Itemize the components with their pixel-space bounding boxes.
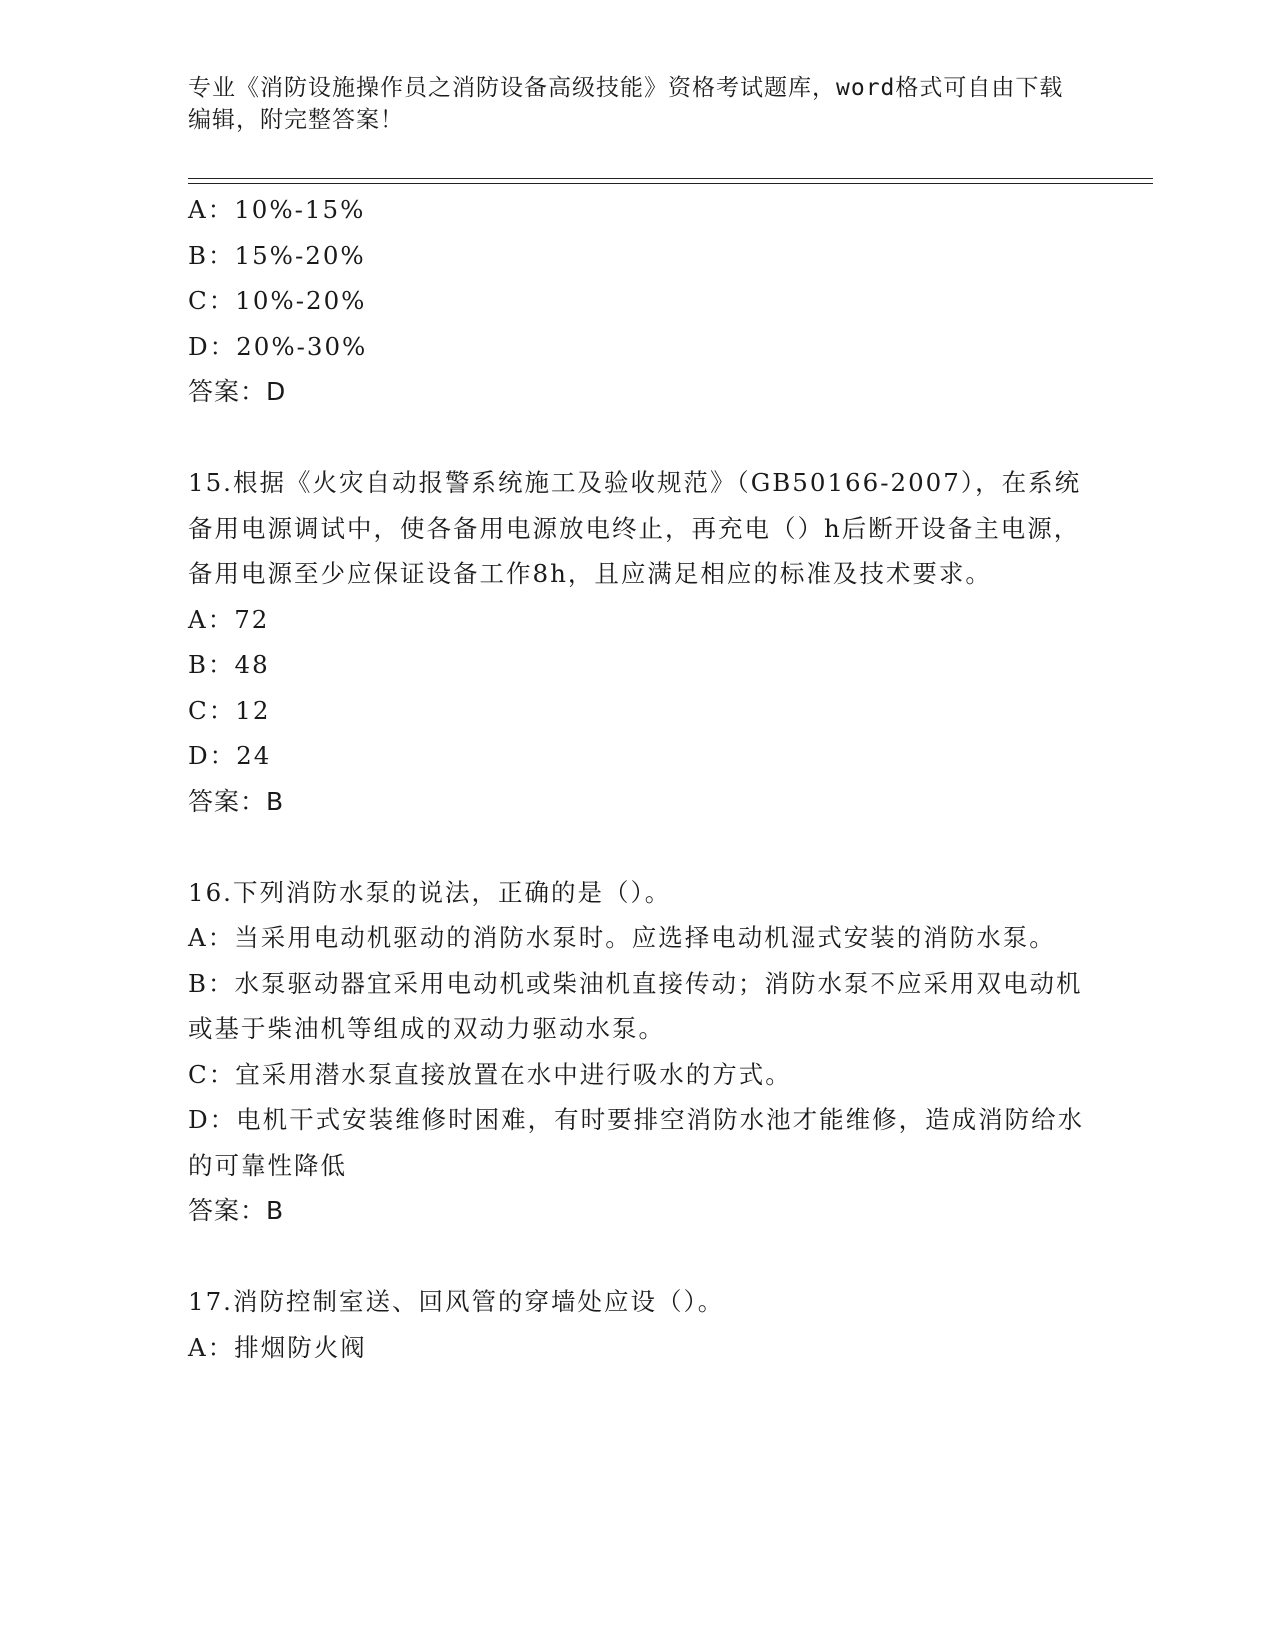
question-text: 16.下列消防水泵的说法，正确的是（）。 <box>188 877 672 907</box>
answer: 答案：B <box>188 786 285 816</box>
question-list <box>188 187 1088 1370</box>
option-a: A：72 <box>188 604 270 634</box>
option-c: C：12 <box>188 695 271 725</box>
option-c: C：10%-20% <box>188 286 367 315</box>
header-divider-top <box>188 178 1153 179</box>
option-b: B：48 <box>188 650 270 679</box>
option-d: D：电机干式安装维修时困难，有时要排空消防水池才能维修，造成消防给水的可靠性降低 <box>188 1105 1085 1180</box>
option-b: B：15%-20% <box>188 240 366 270</box>
answer: 答案：B <box>188 1196 285 1225</box>
option-d: D：24 <box>188 741 272 770</box>
question-text: 17.消防控制室送、回风管的穿墙处应设（）。 <box>188 1287 725 1316</box>
header-divider-bottom <box>188 183 1153 184</box>
option-a: A：排烟防火阀 <box>188 1332 367 1362</box>
question-block <box>188 460 1088 824</box>
question-block <box>188 870 1088 1234</box>
answer: 答案：D <box>188 377 287 406</box>
question-block <box>188 1279 1088 1370</box>
question-block <box>188 187 1088 415</box>
question-text: 15.根据《火灾自动报警系统施工及验收规范》（GB50166-2007），在系统备用电源调试中，使各备用电源放电终止，再充电（）h后断开设备主电源，备用电源至少应保证设备工作8h，且应满足相应的标准及技术要求。 <box>188 468 1082 588</box>
option-a: A：10%-15% <box>188 195 366 224</box>
option-d: D：20%-30% <box>188 331 368 361</box>
option-a: A：当采用电动机驱动的消防水泵时。应选择电动机湿式安装的消防水泵。 <box>188 923 1056 952</box>
document-header: 专业《消防设施操作员之消防设备高级技能》资格考试题库，word格式可自由下载编辑，附完整答案！ <box>188 75 1064 133</box>
option-c: C：宜采用潜水泵直接放置在水中进行吸水的方式。 <box>188 1059 792 1089</box>
option-b: B：水泵驱动器宜采用电动机或柴油机直接传动；消防水泵不应采用双电动机或基于柴油机等组成的双动力驱动水泵。 <box>188 968 1083 1043</box>
